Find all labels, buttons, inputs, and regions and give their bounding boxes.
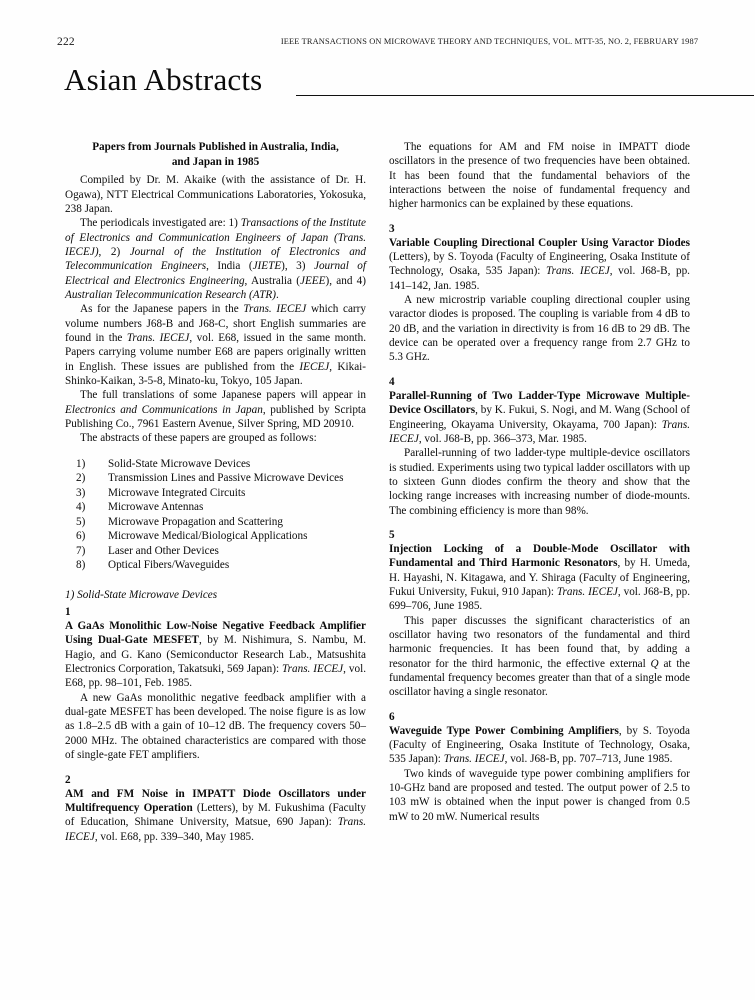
abstract-source: Trans. IECEJ [443,753,505,766]
text-run: , 2) [98,245,130,258]
list-item-number: 1) [76,457,86,470]
abstract-source-detail: , vol. E68, pp. 339–340, May 1985. [94,830,254,843]
text-run: This paper discusses the significant characteristics of an oscillator having two resonators of the fundamental and third harmonic frequencies. It has been found that, by adding a resonator for the third harmonic, the effective external [389,614,690,670]
text-run: The full translations of some Japanese papers will appear in [80,389,366,402]
text-run-italic: Journal of Electrical and Electronics Engineering [65,260,366,287]
abstract-text: A new GaAs monolithic negative feedback amplifier with a dual-gate MESFET has been developed. The noise figure is as low as 1.8–2.5 dB with a gain of 10–12 dB. The frequency covers 50–2000 MHz. The obtained characteristics are compared with those of single-gate FET amplifiers. [65,691,366,762]
abstract-byline: , by K. Fukui, S. Nogi, and M. Wang (School of Engineering, Okayama University, Okayama, 700 Japan): [389,404,690,431]
abstract-citation [65,787,366,844]
list-item-label: Solid-State Microwave Devices [108,457,251,470]
list-item-label: Laser and Other Devices [108,544,219,557]
abstract-text: The equations for AM and FM noise in IMPATT diode oscillators in the presence of two frequencies have been obtained. It has been found that the fundamental behaviors of the interactions between the noise of fundamental frequency and higher harmonics can be explained by these equations. [389,141,690,211]
abstract-source-detail: , vol. J68-B, pp. 141–142, Jan. 1985. [389,265,690,292]
list-item-number: 7) [76,544,86,557]
list-item [65,544,366,559]
abstract-number: 2 [65,773,71,786]
abstract-byline: (Letters), by M. Fukushima (Faculty of Education, Shimane University, Matsue, 690 Japan): [65,801,367,829]
abstract-source-detail: , vol. J68-B, pp. 707–713, June 1985. [504,753,673,766]
abstract-source: Trans. IECEJ [556,585,618,598]
page-number: 222 [57,36,75,48]
list-item-label: Microwave Propagation and Scattering [108,515,283,528]
text-run: , vol. E68, issued in the same month. Papers carrying volume number E68 are papers originally written in English. These issues are published from the [65,331,366,373]
abstract-source-detail: , vol. J68-B, pp. 699–706, June 1985. [389,585,690,613]
text-run: The periodicals investigated are: 1) [80,217,241,230]
abstract-number: 1 [65,606,71,619]
text-run-italic: Journal of the Institution of Electronics and Telecommunication Engineers [65,245,366,273]
paragraph-compiled-by: Compiled by Dr. M. Akaike (with the assistance of Dr. H. Ogawa), NTT Electrical Communications Laboratories, Yokosuka, 238 Japan. [65,174,366,215]
text-run-italic: Electronics and Communications in Japan [65,403,263,416]
intro-heading-line1: Papers from Journals Published in Australia, India, [92,141,339,153]
list-item-label: Transmission Lines and Passive Microwave Devices [108,472,344,485]
abstract-text [389,614,690,700]
text-run-italic: Q [650,657,659,670]
abstract-title: Waveguide Type Power Combining Amplifiers [389,724,619,737]
list-item [65,500,366,515]
abstract-title: AM and FM Noise in IMPATT Diode Oscillators under Multifrequency Operation [65,787,366,814]
column-left [65,140,366,844]
text-run-italic: Trans. IECEJ [243,303,307,316]
abstract-byline: , by M. Nishimura, S. Nambu, M. Hagio, and G. Kano (Semiconductor Research Lab., Matsushita Electronics Corporation, Takatsuki, 569 Japan): [65,634,367,676]
text-run: As for the Japanese papers in the [80,303,244,316]
page-title: Asian Abstracts [64,62,263,97]
abstract-number: 6 [389,710,395,723]
abstract-byline: , by S. Toyoda (Faculty of Engineering, Osaka Institute of Technology, Osaka, 535 Japan): [389,724,690,766]
abstract-source-detail: , vol. E68, pp. 98–101, Feb. 1985. [65,663,366,690]
paragraph-grouped-intro: The abstracts of these papers are grouped as follows: [80,432,317,445]
text-run: . [275,288,279,301]
list-item-number: 6) [76,530,86,543]
abstract-title: A GaAs Monolithic Low-Noise Negative Feedback Amplifier Using Dual-Gate MESFET [65,620,366,647]
text-run: , Australia ( [244,274,300,287]
text-run: ), 3) [281,260,314,273]
abstract-number: 4 [389,375,395,388]
text-run-italic: Trans. IECEJ [126,331,190,344]
abstract-byline: , by H. Umeda, H. Hayashi, N. Kitagawa, and Y. Shiraga (Faculty of Engineering, Fukui University, Fukui, 910 Japan): [389,557,690,598]
list-item-label: Optical Fibers/Waveguides [108,559,230,572]
list-item-label: Microwave Antennas [108,501,204,514]
text-run: , Kikai-Shinko-Kaikan, 3-5-8, Minato-ku, Tokyo, 105 Japan. [65,360,366,387]
text-run-italic: JIETE [252,260,282,273]
abstract-citation [65,619,366,691]
list-item [65,486,366,501]
abstract-citation [389,236,690,293]
abstract-source: Trans. IECEJ [65,816,366,843]
abstract-citation [389,724,690,767]
title-rule [296,95,754,96]
list-item-label: Microwave Medical/Biological Applications [108,530,308,543]
list-item-number: 2) [76,472,86,485]
list-item [65,515,366,530]
abstract-title: Injection Locking of a Double-Mode Oscillator with Fundamental and Third Harmonic Resonators [389,542,690,570]
abstract-citation [389,542,690,614]
abstract-text: Parallel-running of two ladder-type multiple-device oscillators is studied. Experiments using two typical ladder oscillators with up to sixteen Gunn diodes confirm the theory and show that the locking range increases with increasing number of diode-mounts. The combining efficiency is more than 98%. [389,447,690,517]
abstract-source: Trans. IECEJ [389,418,690,445]
text-run: , India ( [206,260,253,273]
abstract-byline: (Letters), by S. Toyoda (Faculty of Engineering, Osaka Institute of Technology, Osaka, 535 Japan): [389,251,690,278]
abstract-title: Variable Coupling Directional Coupler Using Varactor Diodes [389,236,690,249]
column-right [389,140,690,824]
text-run: which carry volume numbers J68-B and J68-C, short English summaries are found in the [65,303,366,344]
list-item-number: 3) [76,486,86,499]
text-run: , published by Scripta Publishing Co., 7961 Eastern Avenue, Silver Spring, MD 20910. [65,403,366,431]
list-item [65,457,366,472]
abstract-source-detail: , vol. J68-B, pp. 366–373, Mar. 1985. [418,432,587,445]
intro-heading-line2: and Japan in 1985 [171,155,260,168]
list-item [65,558,366,573]
list-item-number: 5) [76,515,86,528]
list-item-number: 8) [76,559,86,572]
text-run: at the fundamental frequency becomes greater than that of a single mode oscillator having a single resonator. [389,657,690,699]
list-item [65,529,366,544]
paragraph-translations [65,388,366,431]
text-run-italic: Transactions of the Institute of Electronics and Communication Engineers of Japan (Trans. IECEJ) [65,217,366,258]
text-run: ), and 4) [325,274,366,287]
subject-group-list [65,457,366,573]
abstract-text: Two kinds of waveguide type power combining amplifiers for 10-GHz band are proposed and tested. The output power of 2.5 to 103 mW is obtained when the input power is changed from 0.5 mW to 20 mW. Numerical results [389,767,690,823]
abstract-source: Trans. IECEJ [282,663,344,676]
abstract-number: 3 [389,222,395,235]
text-run-italic: Australian Telecommunication Research (ATR) [65,288,276,301]
list-item-label: Microwave Integrated Circuits [108,486,246,499]
running-head [57,36,698,52]
paragraph-periodicals [65,216,366,302]
abstract-citation [389,389,690,446]
section-heading-solid-state: 1) Solid-State Microwave Devices [65,588,218,601]
text-run-italic: JEEE [300,274,326,287]
list-item-number: 4) [76,501,86,514]
abstract-number: 5 [389,528,395,541]
journal-citation-line: IEEE TRANSACTIONS ON MICROWAVE THEORY AND TECHNIQUES, VOL. MTT-35, NO. 2, FEBRUARY 1987 [280,37,698,46]
abstract-text: A new microstrip variable coupling directional coupler using varactor diodes is proposed. The coupling is variable from 4 dB to 20 dB, and the variation in directivity is from 16 dB to 29 dB. The device can be operated over a frequency range from 2.7 GHz to 5.3 GHz. [389,294,690,364]
abstract-title: Parallel-Running of Two Ladder-Type Microwave Multiple-Device Oscillators [389,389,690,417]
department-header [64,62,694,104]
text-run-italic: IECEJ [299,360,330,373]
list-item [65,471,366,486]
abstract-source: Trans. IECEJ [546,265,610,278]
paragraph-japanese-papers [65,302,366,388]
